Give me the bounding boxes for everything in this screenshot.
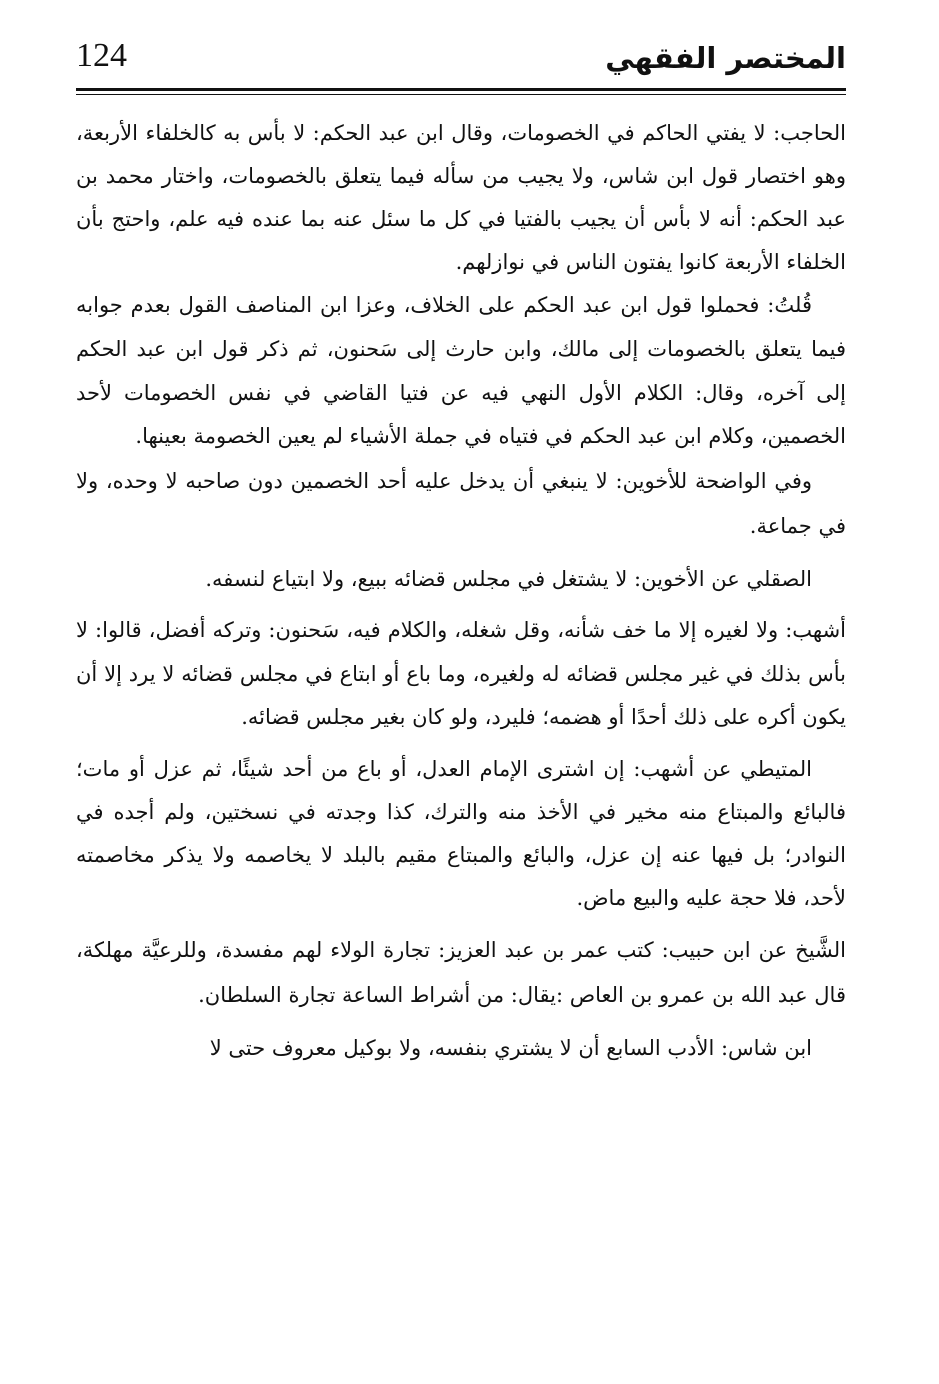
paragraph: الحاجب: لا يفتي الحاكم في الخصومات، وقال ابن عبد الحكم: لا بأس به كالخلفاء الأربعة، وهو اختصار قول ابن شاس، ولا يجيب من سأله فيما يتعلق بالخصومات، واختار محمد بن عبد الحكم: أنه لا بأس أن يجيب بالفتيا في كل ما سئل عنه بما عنده فيه علم، واحتج بأن الخلفاء الأربعة كانوا يفتون الناس في نوازلهم. [76,121,846,274]
paragraph: قُلتُ: فحملوا قول ابن عبد الحكم على الخلاف، وعزا ابن المناصف القول بعدم جوابه فيما يتعلق بالخصومات إلى مالك، وابن حارث إلى سَحنون، ثم ذكر قول ابن عبد الحكم إلى آخره، وقال: الكلام الأول النهي فيه عن فتيا القاضي في نفس الخصومات لأحد الخصمين، وكلام ابن عبد الحكم في فتياه في جملة الأشياء لم يعين الخصومة بعينها. [76,293,846,449]
page-number: 124 [76,37,127,74]
header-rule [76,88,846,95]
paragraph: الصقلي عن الأخوين: لا يشتغل في مجلس قضائه ببيع، ولا ابتياع لنسفه. [205,567,812,592]
paragraph: المتيطي عن أشهب: إن اشترى الإمام العدل، أو باع من أحد شيئًا، ثم عزل أو مات؛ فالبائع والمبتاع منه مخير في الأخذ منه والترك، كذا وجدته في نسختين، ولم أجده في النوادر؛ بل فيها عنه إن عزل، والبائع والمبتاع مقيم بالبلد لا يخاصمه ولا يذكر مخاصمته لأحد، فلا حجة عليه والبيع ماض. [76,756,846,910]
page-body [76,112,846,1070]
paragraph: وفي الواضحة للأخوين: لا ينبغي أن يدخل عليه أحد الخصمين دون صاحبه لا وحده، ولا في جماعة. [76,469,846,539]
running-title: المختصر الفقهي [605,41,846,75]
paragraph: الشَّيخ عن ابن حبيب: كتب عمر بن عبد العزيز: تجارة الولاء لهم مفسدة، وللرعيَّة مهلكة، قال عبد الله بن عمرو بن العاص :يقال: من أشراط الساعة تجارة السلطان. [76,937,846,1007]
page-header [76,30,846,92]
paragraph: ابن شاس: الأدب السابع أن لا يشتري بنفسه، ولا بوكيل معروف حتى لا [209,1035,812,1060]
paragraph: أشهب: ولا لغيره إلا ما خف شأنه، وقل شغله، والكلام فيه، سَحنون: وتركه أفضل، قالوا: لا بأس بذلك في غير مجلس قضائه له ولغيره، وما باع أو ابتاع في مجلس قضائه لا يرد إلا أن يكون أكره على ذلك أحدًا أو هضمه؛ فليرد، ولو كان بغير مجلس قضائه. [76,618,846,730]
